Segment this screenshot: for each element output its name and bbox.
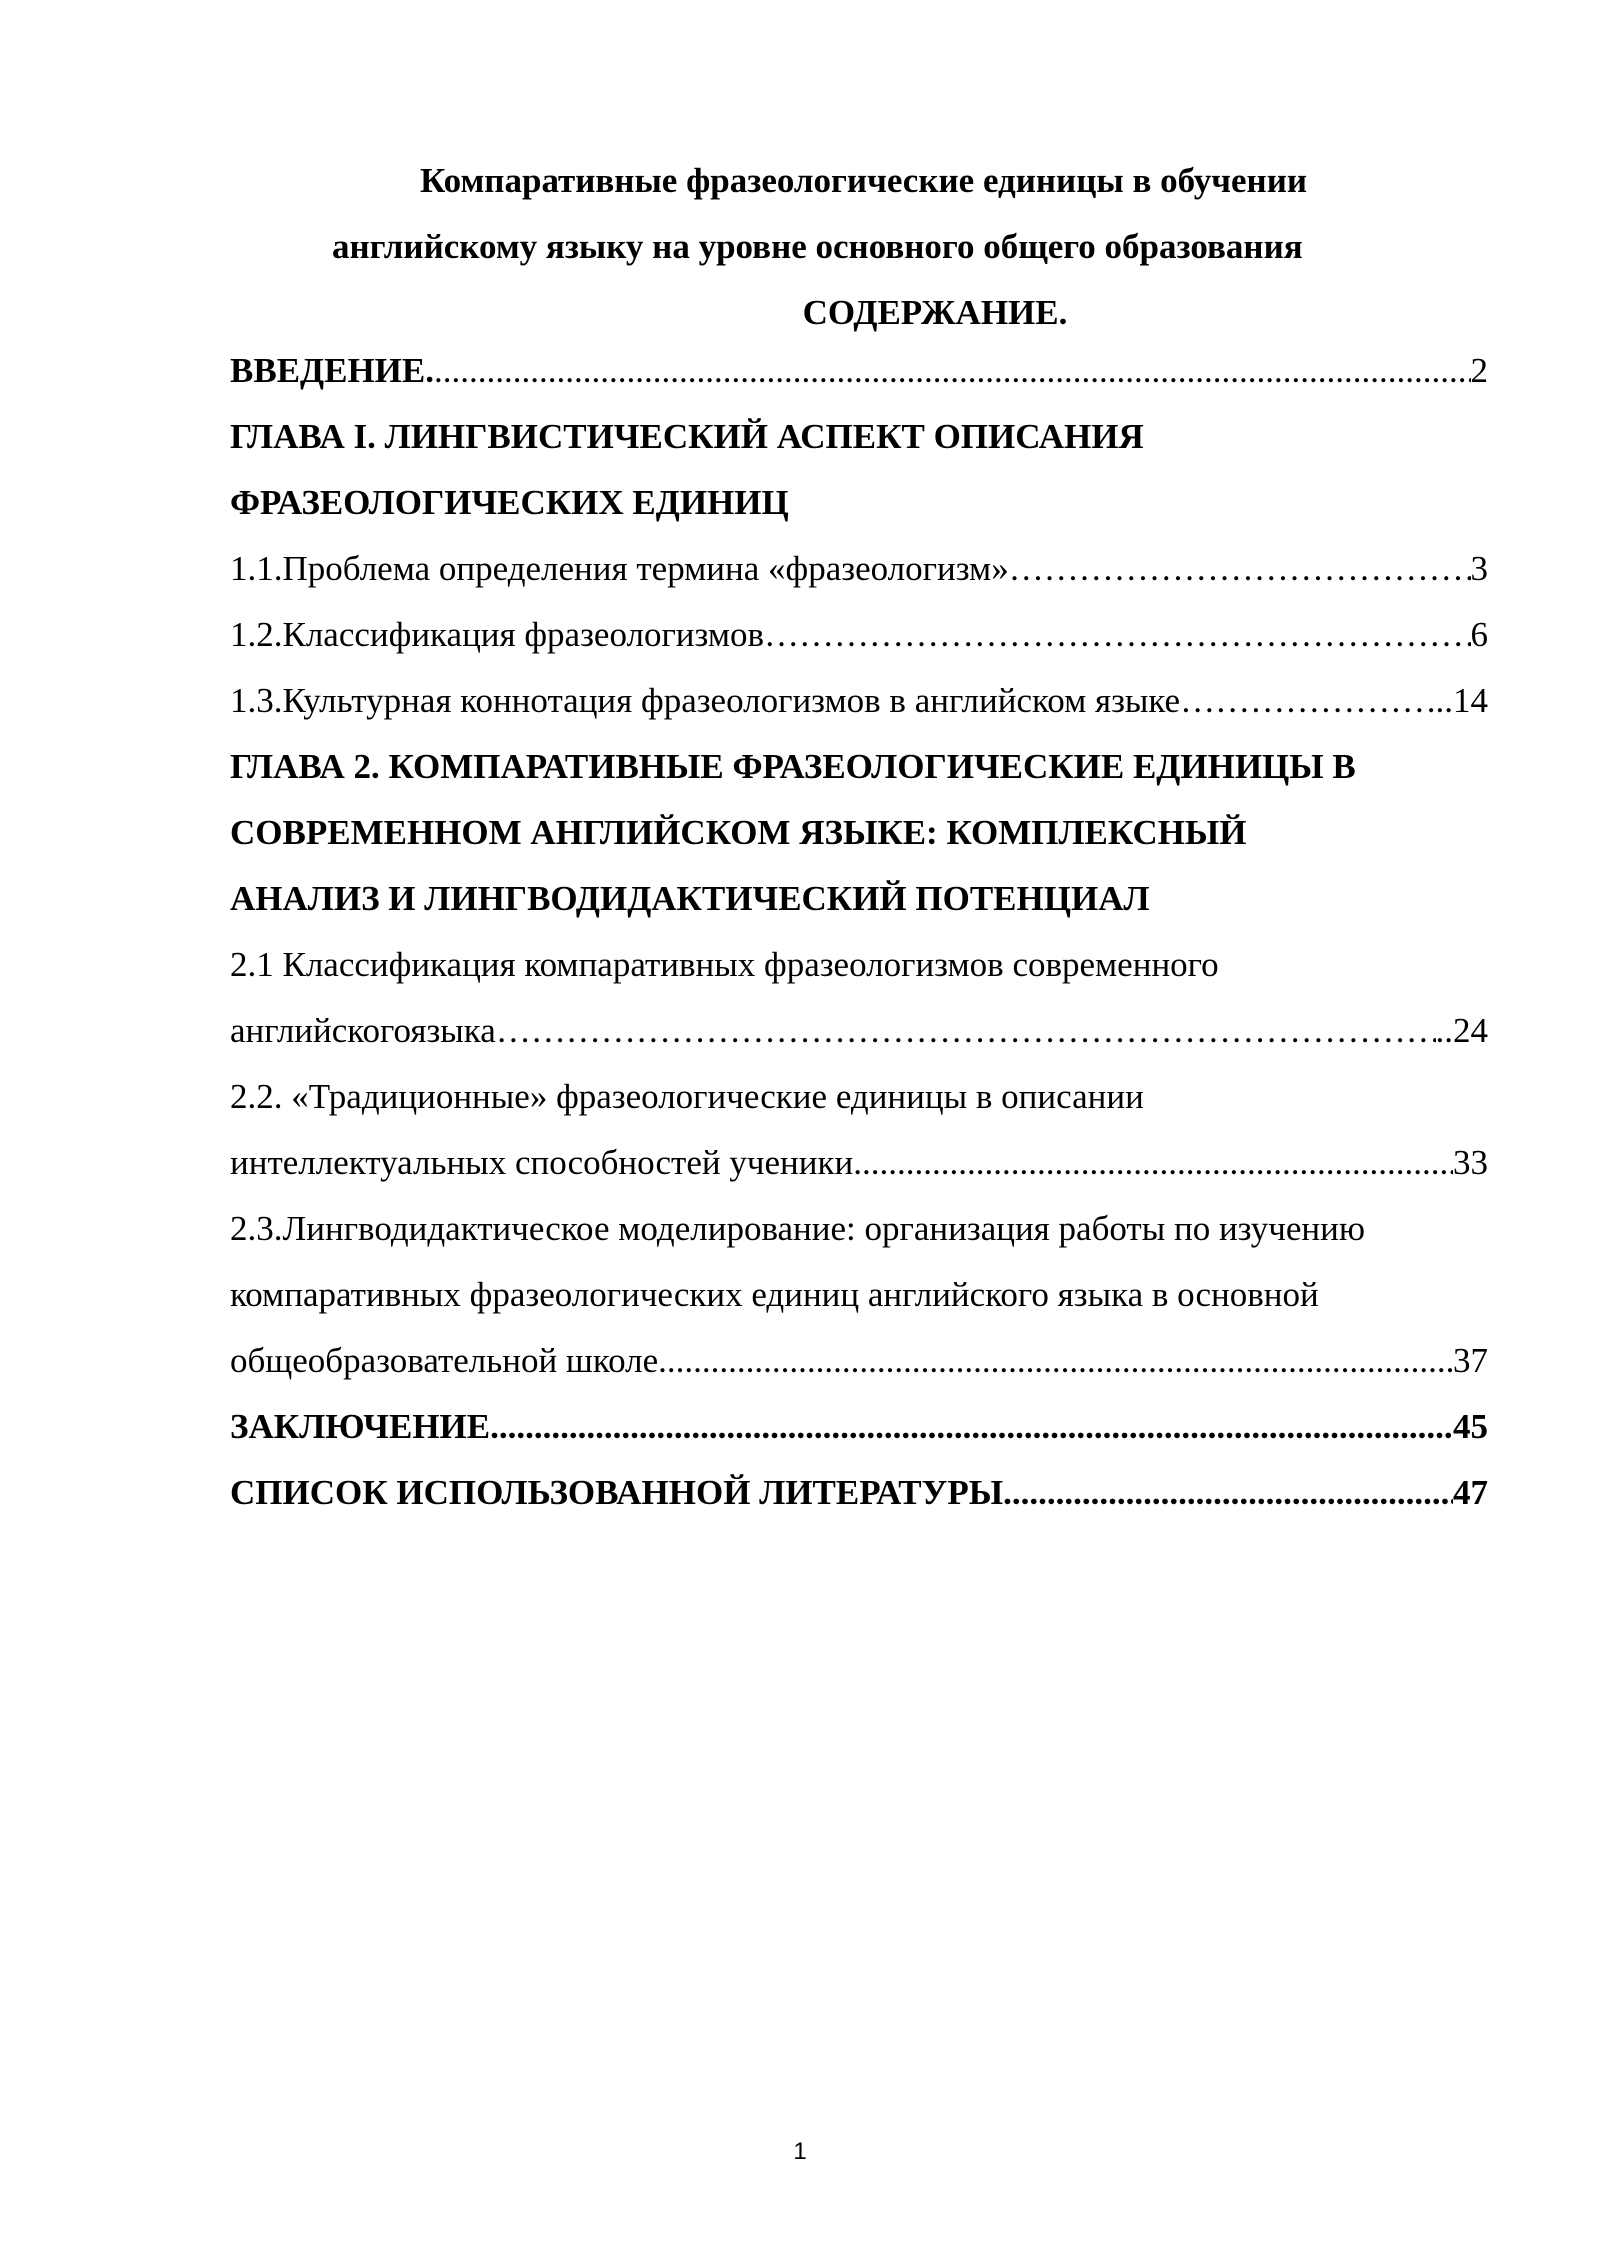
toc-entry-text: английскогоязыка <box>230 1011 496 1050</box>
toc-leader-dots <box>658 1328 1453 1394</box>
toc-chapter1-line2: ФРАЗЕОЛОГИЧЕСКИХ ЕДИНИЦ <box>230 483 789 522</box>
table-of-contents <box>230 338 1488 1526</box>
toc-leader-dots <box>434 338 1470 404</box>
toc-entry-1-3 <box>230 668 1488 734</box>
toc-page-number: ...14 <box>1426 681 1488 720</box>
toc-entry-text: ЗАКЛЮЧЕНИЕ <box>230 1407 491 1446</box>
toc-chapter2-line3: АНАЛИЗ И ЛИНГВОДИДАКТИЧЕСКИЙ ПОТЕНЦИАЛ <box>230 879 1150 918</box>
toc-entry-2-3-line1: 2.3.Лингводидактическое моделирование: организация работы по изучению <box>230 1209 1366 1248</box>
toc-page-number: 45 <box>1453 1407 1488 1446</box>
toc-chapter2-line1: ГЛАВА 2. КОМПАРАТИВНЫЕ ФРАЗЕОЛОГИЧЕСКИЕ ЕДИНИЦЫ В <box>230 747 1356 786</box>
page-number: 1 <box>793 2138 807 2165</box>
toc-entry-2-1-line1: 2.1 Классификация компаративных фразеологизмов современного <box>230 945 1219 984</box>
toc-entry-text: интеллектуальных способностей ученики <box>230 1143 854 1182</box>
toc-leader-dots <box>1003 1460 1453 1526</box>
toc-chapter2-line2: СОВРЕМЕННОМ АНГЛИЙСКОМ ЯЗЫКЕ: КОМПЛЕКСНЫЙ <box>230 813 1247 852</box>
toc-entry-2-3 <box>230 1328 1488 1394</box>
title-line-1: Компаративные фразеологические единицы в обучении <box>420 161 1308 200</box>
toc-leader-dots <box>496 998 1436 1064</box>
toc-entry-introduction <box>230 338 1488 404</box>
toc-entry-text: 1.3.Культурная коннотация фразеологизмов в английском языке <box>230 681 1181 720</box>
toc-entry-text: 1.2.Классификация фразеологизмов <box>230 615 765 654</box>
toc-leader-dots <box>490 1394 1453 1460</box>
toc-entry-text: ВВЕДЕНИЕ. <box>230 351 435 390</box>
toc-page-number: 33 <box>1453 1143 1488 1182</box>
contents-heading: СОДЕРЖАНИЕ. <box>802 293 1068 332</box>
toc-entry-1-2 <box>230 602 1488 668</box>
toc-page-number: 37 <box>1453 1341 1488 1380</box>
toc-entry-text: 1.1.Проблема определения термина «фразеологизм» <box>230 549 1009 588</box>
toc-entry-1-1 <box>230 536 1488 602</box>
toc-leader-dots <box>853 1130 1453 1196</box>
toc-page-number: ..24 <box>1435 1011 1488 1050</box>
toc-entry-conclusion <box>230 1394 1488 1460</box>
toc-entry-text: СПИСОК ИСПОЛЬЗОВАННОЙ ЛИТЕРАТУРЫ <box>230 1473 1004 1512</box>
title-line-2: английскому языку на уровне основного общего образования <box>332 227 1303 266</box>
document-title <box>230 148 1500 346</box>
toc-entry-2-1 <box>230 998 1488 1064</box>
toc-page-number: 2 <box>1470 351 1488 390</box>
toc-chapter1-line1: ГЛАВА I. ЛИНГВИСТИЧЕСКИЙ АСПЕКТ ОПИСАНИЯ <box>230 417 1144 456</box>
toc-entry-references <box>230 1460 1488 1526</box>
toc-page-number: 3 <box>1470 549 1488 588</box>
toc-leader-dots <box>1009 536 1471 602</box>
toc-page-number: 6 <box>1470 615 1488 654</box>
toc-entry-2-2-line1: 2.2. «Традиционные» фразеологические единицы в описании <box>230 1077 1144 1116</box>
toc-entry-2-2 <box>230 1130 1488 1196</box>
toc-leader-dots <box>764 602 1470 668</box>
toc-entry-text: общеобразовательной школе <box>230 1341 659 1380</box>
toc-entry-2-3-line2: компаративных фразеологических единиц английского языка в основной <box>230 1275 1319 1314</box>
toc-leader-dots <box>1180 668 1427 734</box>
toc-page-number: 47 <box>1453 1473 1488 1512</box>
